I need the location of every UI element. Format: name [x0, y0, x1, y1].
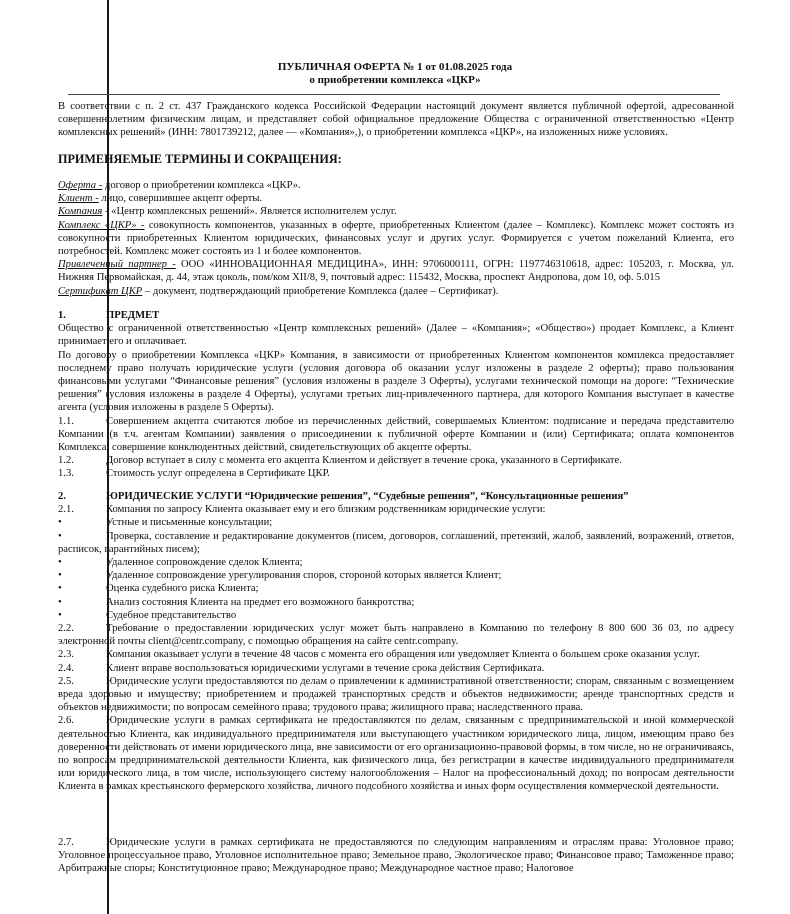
clause-number: 2.6.	[58, 715, 74, 727]
clause-number: 2.2.	[58, 623, 74, 635]
term-definition: - «Центр комплексных решений». Является исполнителем услуг.	[102, 206, 397, 218]
paragraph: Общество с ограниченной ответственностью «Центр комплексных решений» (Далее – «Компания»; «Общество») продает Комплекс, а Клиент принимает его и оплачивает.	[58, 323, 734, 348]
bullet-mark: •	[58, 596, 62, 608]
clause-2-6	[58, 714, 734, 793]
term-item	[58, 179, 734, 192]
clause-2-7	[58, 836, 734, 876]
bullet-mark: •	[58, 583, 62, 595]
term-definition: договор о приобретении комплекса «ЦКР».	[102, 180, 301, 191]
list-item-text: Удаленное сопровождение урегулирования споров, стороной которых является Клиент;	[106, 570, 502, 582]
paragraph: По договору о приобретении Комплекса «ЦКР» Компания, в зависимости от приобретенных Клиентом компонентов комплекса предоставляет последнему право получать юридические услуги (условия договора об оказании услуг изложены в разделе 2 оферты); право пользования финансовыми услугами “Финансовые решения” (условия изложены в разделе 3 Оферты), услугами технической помощи на дороге: “Технические решения” (условия изложены в разделе 4 Оферты), услугами третьих лиц-привлеченного партнера, для которого Компания выступает в качестве агента (условия изложены в разделе 5 Оферты).	[58, 349, 734, 414]
term-definition: – документ, подтверждающий приобретение Комплекса (далее – Сертификат).	[142, 285, 499, 297]
list-item-text: Проверка, составление и редактирование документов (писем, договоров, соглашений, претензий, жалоб, заявлений, возражений, ответов, расписок, гарантийных писем);	[58, 530, 734, 555]
list-item	[58, 596, 734, 609]
list-item-text: Анализ состояния Клиента на предмет его возможного банкротства;	[106, 596, 415, 608]
list-item	[58, 530, 734, 556]
term-item	[58, 205, 734, 218]
clause-2-2	[58, 622, 734, 648]
clause-number: 1.3.	[58, 468, 74, 480]
clause-text: Юридические услуги предоставляются по делам о привлечении к административной ответственности; спорам, связанным с возмещением вреда здоровью и имуществу; приобретением и продажей транспортных средств и объектов недвижимости; аренде транспортных средств и объектов недвижимости; по вопросам семейного права; трудового права; жилищного права; наследственного права.	[58, 675, 734, 714]
list-item	[58, 569, 734, 582]
section-1-heading	[58, 309, 734, 322]
section-title: ЮРИДИЧЕСКИЕ УСЛУГИ “Юридические решения”, “Судебные решения”, “Консультационные решения”	[106, 491, 629, 502]
terms-heading: ПРИМЕНЯЕМЫЕ ТЕРМИНЫ И СОКРАЩЕНИЯ:	[58, 152, 342, 166]
bullet-mark: •	[58, 570, 62, 582]
bullet-mark: •	[58, 557, 62, 569]
list-item-text: Удаленное сопровождение сделок Клиента;	[106, 557, 303, 569]
clause-text: Договор вступает в силу с момента его акцепта Клиентом и действует в течение срока, указанного в Сертификате.	[106, 455, 622, 467]
clause-1-2	[58, 454, 734, 467]
title-divider	[68, 94, 720, 95]
term-definition: совокупность компонентов, указанных в оферте, приобретенных Клиентом (далее – Комплекс). Комплекс может состоять из совокупности приобретенных Клиентом юридических, финансовых услуг и других услуг. Формируется с учетом пожеланий Клиента, его потребностей. Комплекс может состоять из 1 и более компонентов.	[58, 219, 734, 258]
clause-text: Компания оказывает услуги в течение 48 часов с момента его обращения или уведомляет Клиента о большем сроке оказания услуг.	[106, 649, 700, 661]
clause-text: Стоимость услуг определена в Сертификате ЦКР.	[106, 468, 330, 480]
term-definition: ООО «ИННОВАЦИОННАЯ МЕДИЦИНА», ИНН: 9706000111, ОГРН: 1197746310618, адрес: 105203, г. Москва, ул. Нижняя Первомайская, д. 44, этаж цоколь, пом/ком XII/8, 9, почтовый адрес: 115432, Москва, проспект Андропова, дом 10, оф. 5.015	[58, 259, 734, 284]
section-1	[58, 309, 734, 481]
section-title: ПРЕДМЕТ	[106, 310, 160, 321]
clause-number: 1.2.	[58, 455, 74, 467]
clause-number: 2.5.	[58, 675, 74, 687]
clause-1-3	[58, 467, 734, 480]
term-name: Компания	[58, 206, 103, 218]
clause-number: 2.4.	[58, 662, 74, 674]
clause-2-1	[58, 503, 734, 516]
bullet-mark: •	[58, 609, 62, 621]
section-number: 1.	[58, 310, 66, 321]
clause-number: 2.7.	[58, 837, 74, 848]
list-item	[58, 556, 734, 569]
clause-2-3	[58, 648, 734, 661]
clause-number: 1.1.	[58, 415, 74, 427]
term-name: Привлеченный партнер -	[58, 259, 176, 271]
clause-1-1	[58, 415, 734, 455]
clause-number: 2.1.	[58, 504, 74, 516]
term-item	[58, 285, 734, 298]
list-item-text: Судебное представительство	[106, 609, 237, 621]
section-number: 2.	[58, 491, 66, 502]
term-item	[58, 219, 734, 259]
document-subtitle: о приобретении комплекса «ЦКР»	[309, 74, 481, 86]
clause-text: Юридические услуги в рамках сертификата не предоставляются по следующим направлениям и отраслям права: Уголовное право; Уголовное процессуальное право, Уголовное исполнительное право; Земельное право, Экологическое право; Финансовое право; Таможенное право; Арбитражные споры; Конституционное право; Международное право; Международное частное право; Налоговое	[58, 837, 734, 875]
clause-text: Требование о предоставлении юридических услуг может быть направлено в Компанию по телефону 8 800 600 36 03, по адресу электронной почты client@centr.company, с помощью обращения на сайте centr.company.	[58, 623, 734, 648]
clause-2-4	[58, 662, 734, 675]
term-name: Сертификат ЦКР	[58, 285, 143, 297]
clause-text: Юридические услуги в рамках сертификата не предоставляются по делам, связанным с предпринимательской и иной коммерческой деятельностью Клиента, как индивидуального предпринимателя или выступающего участником юридического лица, лицом, имеющим право без доверенности действовать от имени юридического лица, вне зависимости от его организационно-правовой формы, в том числе, но не ограничиваясь, по вопросам предпринимательской деятельности Клиента, как физического лица, без регистрации в качестве индивидуального предпринимателя или юридического лица, в том числе, использующего систему налогообложения – Налог на профессиональный доход; по вопросам деятельности Клиента в рамках крестьянского фермерского хозяйства, личного подсобного хозяйства и иных форм осуществления коммерческой деятельности.	[58, 715, 734, 793]
clause-text: Компания по запросу Клиента оказывает ему и его близким родственникам юридические услуги:	[106, 504, 546, 516]
term-name: Оферта -	[58, 180, 103, 191]
list-item	[58, 582, 734, 595]
term-definition: лицо, совершившее акцепт оферты.	[98, 193, 263, 205]
bullet-mark: •	[58, 517, 62, 529]
intro-paragraph: В соответствии с п. 2 ст. 437 Гражданского кодекса Российской Федерации настоящий документ является публичной офертой, адресованной совершеннолетним физическим лицам, и представляет собой официальное предложение Общества с ограниченной ответственностью «Центр комплексных решений» (ИНН: 7801739212, далее — «Компания»,), о приобретении комплекса «ЦКР», на изложенных ниже условиях.	[58, 101, 734, 139]
document-title: ПУБЛИЧНАЯ ОФЕРТА № 1 от 01.08.2025 года	[277, 61, 513, 73]
list-item-text: Оценка судебного риска Клиента;	[106, 583, 259, 595]
term-item	[58, 258, 734, 284]
clause-2-5	[58, 675, 734, 715]
list-item	[58, 516, 734, 529]
term-name: Комплекс «ЦКР» -	[58, 219, 145, 231]
bullet-mark: •	[58, 530, 62, 542]
section-2-heading	[58, 490, 734, 503]
list-item	[58, 609, 734, 622]
term-name: Клиент -	[58, 193, 99, 205]
clause-text: Совершением акцепта считаются любое из перечисленных действий, совершаемых Клиентом: подписание и передача представителю Компании (в т.ч. агентам Компании) заявления о присоединении к публичной оферте Компании и (или) Сертификата; оплата компонентов Комплекса; совершение конклюдентных действий, свидетельствующих об акцепте оферты.	[58, 415, 734, 454]
term-item	[58, 192, 734, 205]
clause-text: Клиент вправе воспользоваться юридическими услугами в течение срока действия Сертификата.	[106, 662, 545, 674]
terms-list	[58, 179, 734, 298]
list-item-text: Устные и письменные консультации;	[106, 517, 273, 529]
section-2	[58, 490, 734, 794]
clause-number: 2.3.	[58, 649, 74, 661]
